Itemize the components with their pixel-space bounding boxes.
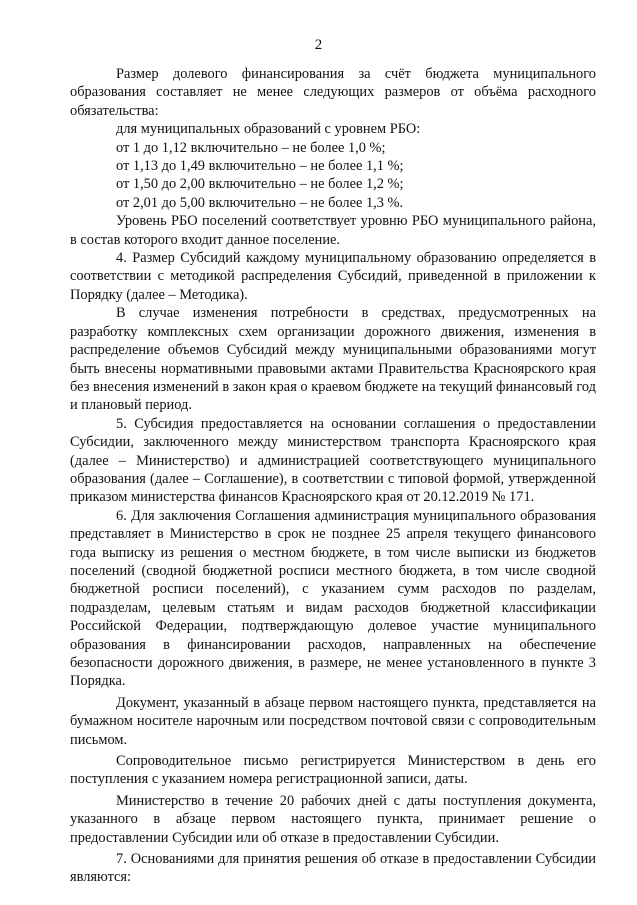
rbo-range-4: от 2,01 до 5,00 включительно – не более 1,3 %.: [116, 194, 404, 211]
paragraph-item-7: 7. Основаниями для принятия решения об отказе в предоставлении Субсидии являются:: [70, 851, 596, 886]
document-body: [70, 65, 596, 887]
paragraph-cover-letter: Сопроводительное письмо регистрируется Министерством в день его поступления с указанием номера регистрационной записи, даты.: [70, 753, 596, 788]
paragraph-item-5: 5. Субсидия предоставляется на основании соглашения о предоставлении Субсидии, заключенного между министерством транспорта Красноярского края (далее – Министерство) и администрацией соответствующего муниципального образования (далее – Соглашение), в соответствии с типовой формой, утвержденной приказом министерства финансов Красноярского края от 20.12.2019 № 171.: [70, 415, 596, 506]
paragraph-document-delivery: Документ, указанный в абзаце первом настоящего пункта, представляется на бумажном носителе нарочным или посредством почтовой связи с сопроводительным письмом.: [70, 694, 596, 748]
rbo-range-3: от 1,50 до 2,00 включительно – не более 1,2 %;: [116, 176, 404, 193]
paragraph-ministry-decision: Министерство в течение 20 рабочих дней с даты поступления документа, указанного в абзаце первом настоящего пункта, принимает решение о предоставлении Субсидии или об отказе в предоставлении Субсидии.: [70, 792, 596, 846]
paragraph-item-4: 4. Размер Субсидий каждому муниципальному образованию определяется в соответствии с методикой распределения Субсидий, приведенной в приложении к Порядку (далее – Методика).: [70, 250, 596, 303]
paragraph-item-6: 6. Для заключения Соглашения администрация муниципального образования представляет в Министерство в срок не позднее 25 апреля текущего финансового года выписку из решения о местном бюджете, в том числе выписки из бюджетов поселений (сводной бюджетной росписи местного бюджета, в том числе сводной бюджетной росписи поселений), с указанием сумм расходов по разделам, подразделам, целевым статьям и видам расходов бюджетной классификации Российской Федерации, подтверждающую долевое участие муниципального образования в финансировании расходов, направленных на обеспечение безопасности дорожного движения, в размере, не менее установленного в пункте 3 Порядка.: [70, 507, 596, 690]
rbo-intro: для муниципальных образований с уровнем РБО:: [116, 121, 421, 138]
rbo-range-2: от 1,13 до 1,49 включительно – не более 1,1 %;: [116, 158, 404, 175]
page-number: 2: [314, 37, 323, 53]
rbo-range-1: от 1 до 1,12 включительно – не более 1,0 %;: [116, 139, 386, 156]
paragraph-share-financing: Размер долевого финансирования за счёт бюджета муниципального образования составляет не менее следующих размеров от объёма расходного обязательства:: [70, 66, 596, 119]
paragraph-rbo-settlements: Уровень РБО поселений соответствует уровню РБО муниципального района, в состав которого входит данное поселение.: [70, 213, 596, 248]
paragraph-need-change: В случае изменения потребности в средствах, предусмотренных на разработку комплексных схем организации дорожного движения, изменения в распределение объемов Субсидий между муниципальными образованиями могут быть внесены нормативными правовыми актами Правительства Красноярского края без внесения изменений в закон края о краевом бюджете на текущий финансовый год и плановый период.: [70, 305, 596, 414]
